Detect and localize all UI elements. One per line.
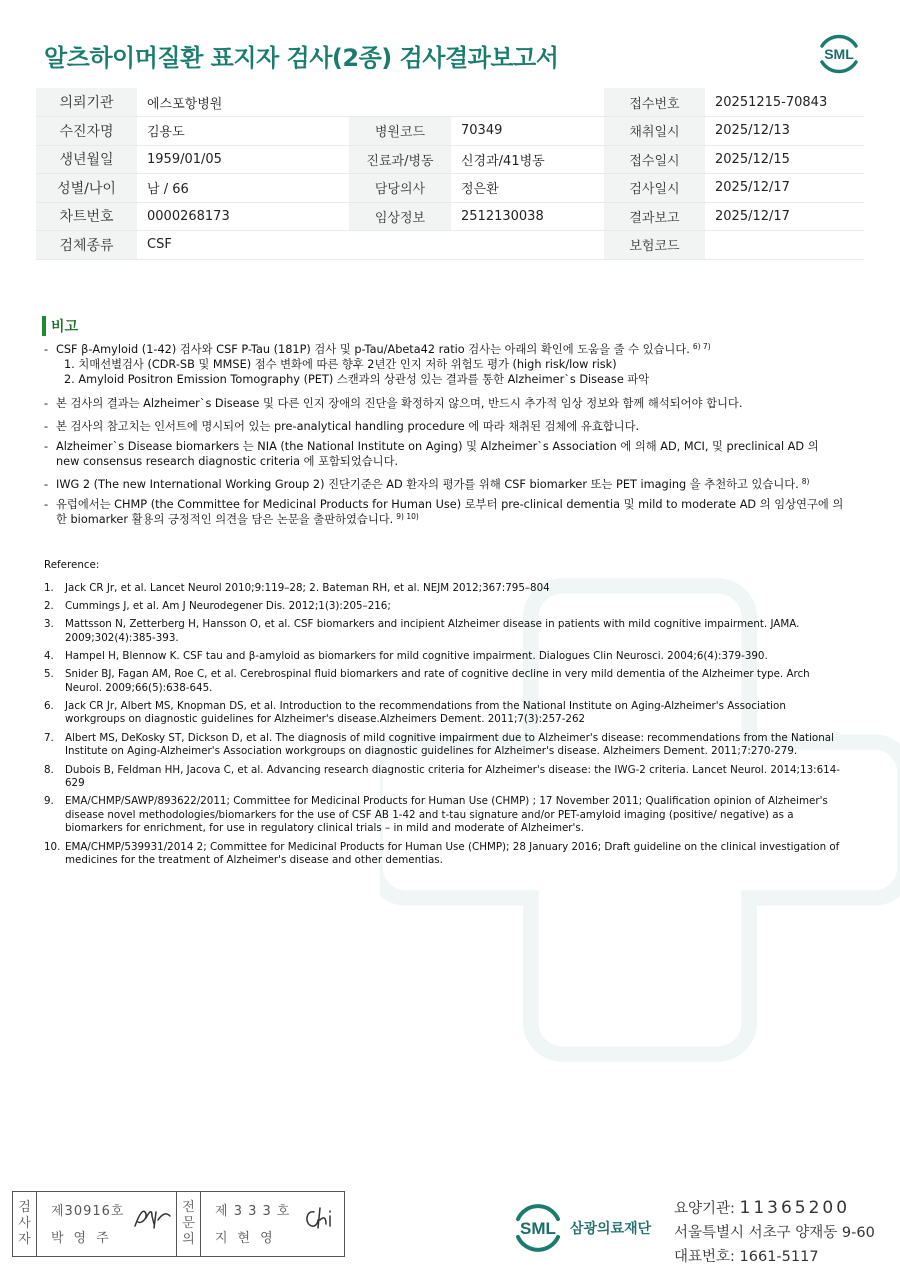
info-label: 진료과/병동 xyxy=(349,145,451,174)
reference-item xyxy=(44,600,844,614)
remarks-heading xyxy=(42,316,78,336)
reference-text: Hampel H, Blennow K. CSF tau and β-amyloid as biomarkers for mild cognitive impairment. Dialogues Clin Neurosci. 2004;6(4):379-390. xyxy=(65,649,768,662)
reference-item xyxy=(44,700,844,727)
examiner-signature-cell xyxy=(37,1192,177,1256)
info-value: 70349 xyxy=(451,117,604,146)
foundation-name: 삼광의료재단 xyxy=(570,1221,652,1237)
info-row xyxy=(36,117,864,146)
info-value: 2025/12/13 xyxy=(705,117,864,146)
reference-item xyxy=(44,795,844,836)
institution-code: 11365200 xyxy=(739,1198,851,1218)
address: 서울특별시 서초구 양재동 9-60 xyxy=(674,1225,875,1241)
reference-text: Cummings J, et al. Am J Neurodegener Dis. 2012;1(3):205–216; xyxy=(65,599,391,612)
reference-number: 6. xyxy=(44,699,54,712)
info-value xyxy=(705,231,864,260)
remark-item: - IWG 2 (The new International Working Group 2) 진단기준은 AD 환자의 평가를 위해 CSF biomarker 또는 PET imaging 을 추천하고 있습니다. $^{8)}$ xyxy=(44,477,810,491)
info-label: 검체종류 xyxy=(36,231,137,260)
remark-item: - 유럽에서는 CHMP (the Committee for Medicinal Products for Human Use) 로부터 pre-clinical dementia 및 mild to moderate AD 의 임상연구에 의한 biomarker 활용의 긍정적인 의견을 담은 논문을 출판하였습니다. $^{9) 10)}$ xyxy=(44,498,844,526)
reference-number: 9. xyxy=(44,795,54,808)
info-row xyxy=(36,88,864,117)
remark-item: - 본 검사의 참고치는 인서트에 명시되어 있는 pre-analytical handling procedure 에 따라 채취된 검체에 유효합니다. xyxy=(44,420,640,433)
specialist-name: 지현영 xyxy=(215,1231,283,1246)
reference-item xyxy=(44,764,844,791)
specialist-registration: 제 3 3 3 호 xyxy=(215,1204,291,1219)
info-value: 에스포항병원 xyxy=(137,88,349,117)
info-value: 2025/12/17 xyxy=(705,174,864,203)
reference-text: Jack CR Jr, Albert MS, Knopman DS, et al. Introduction to the recommendations from the National Institute on Aging-Alzheimer's Association workgroups on diagnostic guidelines for Alzheimer's disease.Alzheimers Dement. 2011;7(3):257-262 xyxy=(65,699,786,726)
reference-item xyxy=(44,582,844,596)
reference-text: EMA/CHMP/539931/2014 2; Committee for Medicinal Products for Human Use (CHMP); 28 January 2016; Draft guideline on the clinical investigation of medicines for the treatment of Alzheimer's disease and other dementias. xyxy=(65,840,840,867)
handwritten-signature-icon xyxy=(300,1204,342,1232)
reference-number: 3. xyxy=(44,618,54,631)
references-list xyxy=(44,582,844,868)
reference-item xyxy=(44,668,844,695)
remarks-list xyxy=(44,342,844,527)
info-label: 채취일시 xyxy=(604,117,705,146)
sml-logo-icon xyxy=(510,1199,566,1257)
reference-number: 4. xyxy=(44,649,54,662)
sml-logo-icon xyxy=(814,30,864,76)
info-label: 임상정보 xyxy=(349,202,451,231)
reference-text: Dubois B, Feldman HH, Jacova C, et al. Advancing research diagnostic criteria for Alzheimer's disease: the IWG-2 criteria. Lancet Neurol. 2014;13:614-629 xyxy=(65,763,840,790)
info-value: 신경과/41병동 xyxy=(451,145,604,174)
remark-item: - 본 검사의 결과는 Alzheimer`s Disease 및 다른 인지 장애의 진단을 확정하지 않으며, 반드시 추가적 임상 정보와 함께 해석되어야 합니다. xyxy=(44,397,743,410)
info-value: 남 / 66 xyxy=(137,174,349,203)
info-value: CSF xyxy=(137,231,349,260)
info-label: 의뢰기관 xyxy=(36,88,137,117)
info-label: 수진자명 xyxy=(36,117,137,146)
reference-number: 8. xyxy=(44,763,54,776)
reference-number: 10. xyxy=(44,840,61,853)
remark-item: - CSF β-Amyloid (1-42) 검사와 CSF P-Tau (181P) 검사 및 p-Tau/Abeta42 ratio 검사는 아래의 확인에 도움을 줄 수 있습니다. $^{6) 7)}$ 1. 치매선별검사 (CDR-SB 및 MMSE) 점수 변화에 따른 향후 2년간 인지 저하 위험도 평가 (high risk/low risk) 2. Amyloid Positron Emission Tomography (PET) 스캔과의 상관성 있는 결과를 통한 Alzheimer`s Disease 파악 xyxy=(44,342,844,387)
reference-number: 5. xyxy=(44,668,54,681)
reference-number: 2. xyxy=(44,599,54,612)
specialist-signature-cell xyxy=(201,1192,344,1256)
references-section xyxy=(44,559,844,872)
specialist-label: 전 문 의 xyxy=(177,1192,201,1256)
info-label xyxy=(349,231,451,260)
info-label: 담당의사 xyxy=(349,174,451,203)
reference-text: Albert MS, DeKosky ST, Dickson D, et al. The diagnosis of mild cognitive impairment due to Alzheimer's disease: recommendations from the National Institute on Aging-Alzheimer's Association workgroups on diagnostic guidelines for Alzheimer's disease. Alzheimers Dement. 2011;7:270-279. xyxy=(65,731,834,758)
reference-text: EMA/CHMP/SAWP/893622/2011; Committee for Medicinal Products for Human Use (CHMP) ; 17 November 2011; Qualification opinion of Alzheimer's disease novel methodologies/biomarkers for the use of CSF AB 1-42 and t-tau signature and/or PET-amyloid imaging (positive/ negative) as a biomarkers for enrichment, for use in regulatory clinical trials – in mild and moderate of Alzheimer's. xyxy=(65,795,828,835)
info-label: 성별/나이 xyxy=(36,174,137,203)
examiner-registration: 제30916호 xyxy=(51,1204,125,1219)
info-value xyxy=(451,231,604,260)
references-title: Reference: xyxy=(44,559,100,571)
info-row xyxy=(36,174,864,203)
reference-text: Jack CR Jr, et al. Lancet Neurol 2010;9:119–28; 2. Bateman RH, et al. NEJM 2012;367:795–804 xyxy=(65,581,550,594)
info-label: 차트번호 xyxy=(36,202,137,231)
info-label: 보험코드 xyxy=(604,231,705,260)
svg-text:SML: SML xyxy=(824,46,854,62)
info-value: 2512130038 xyxy=(451,202,604,231)
info-value: 2025/12/17 xyxy=(705,202,864,231)
info-value: 김용도 xyxy=(137,117,349,146)
info-row xyxy=(36,145,864,174)
remark-item: - Alzheimer`s Disease biomarkers 는 NIA (the National Institute on Aging) 및 Alzheimer`s Association 에 의해 AD, MCI, 및 preclinical AD 의 new consensus research diagnostic criteria 에 포함되었습니다. xyxy=(44,440,819,468)
info-value: 20251215-70843 xyxy=(705,88,864,117)
examiner-label: 검 사 자 xyxy=(13,1192,37,1256)
patient-info-table xyxy=(36,88,864,260)
remarks-title: 비고 xyxy=(51,319,79,335)
reference-text: Snider BJ, Fagan AM, Roe C, et al. Cerebrospinal fluid biomarkers and rate of cognitive decline in very mild dementia of the Alzheimer type. Arch Neurol. 2009;66(5):638-645. xyxy=(65,668,810,694)
signature-box xyxy=(12,1191,345,1257)
reference-number: 1. xyxy=(44,581,54,594)
footer-contact: 요양기관: 11365200 서울특별시 서초구 양재동 9-60 대표번호: 1661-5117 xyxy=(674,1198,875,1265)
info-label: 병원코드 xyxy=(349,117,451,146)
reference-item xyxy=(44,732,844,759)
remark-subitem: 2. Amyloid Positron Emission Tomography (PET) 스캔과의 상관성 있는 결과를 통한 Alzheimer`s Disease 파악 xyxy=(64,373,650,386)
info-value: 정은환 xyxy=(451,174,604,203)
report-title: 알츠하이머질환 표지자 검사(2종) 검사결과보고서 xyxy=(44,44,559,72)
info-label: 결과보고 xyxy=(604,202,705,231)
info-value: 0000268173 xyxy=(137,202,349,231)
info-row xyxy=(36,202,864,231)
info-label: 접수번호 xyxy=(604,88,705,117)
info-value xyxy=(451,88,604,117)
info-label: 생년월일 xyxy=(36,145,137,174)
svg-text:SML: SML xyxy=(520,1219,556,1238)
reference-number: 7. xyxy=(44,731,54,744)
remark-subitem: 1. 치매선별검사 (CDR-SB 및 MMSE) 점수 변화에 따른 향후 2년간 인지 저하 위험도 평가 (high risk/low risk) xyxy=(64,358,617,371)
reference-item xyxy=(44,618,844,645)
reference-text: Mattsson N, Zetterberg H, Hansson O, et al. CSF biomarkers and incipient Alzheimer disease in patients with mild cognitive impairment. JAMA. 2009;302(4):385-393. xyxy=(65,618,800,644)
info-label: 접수일시 xyxy=(604,145,705,174)
info-value: 1959/01/05 xyxy=(137,145,349,174)
info-label: 검사일시 xyxy=(604,174,705,203)
remarks-heading-bar xyxy=(42,316,46,336)
info-label xyxy=(349,88,451,117)
examiner-name: 박영주 xyxy=(51,1231,119,1246)
info-row xyxy=(36,231,864,260)
phone-number: 1661-5117 xyxy=(739,1249,819,1265)
reference-item xyxy=(44,650,844,664)
reference-item xyxy=(44,841,844,868)
handwritten-signature-icon xyxy=(132,1204,174,1232)
info-value: 2025/12/15 xyxy=(705,145,864,174)
